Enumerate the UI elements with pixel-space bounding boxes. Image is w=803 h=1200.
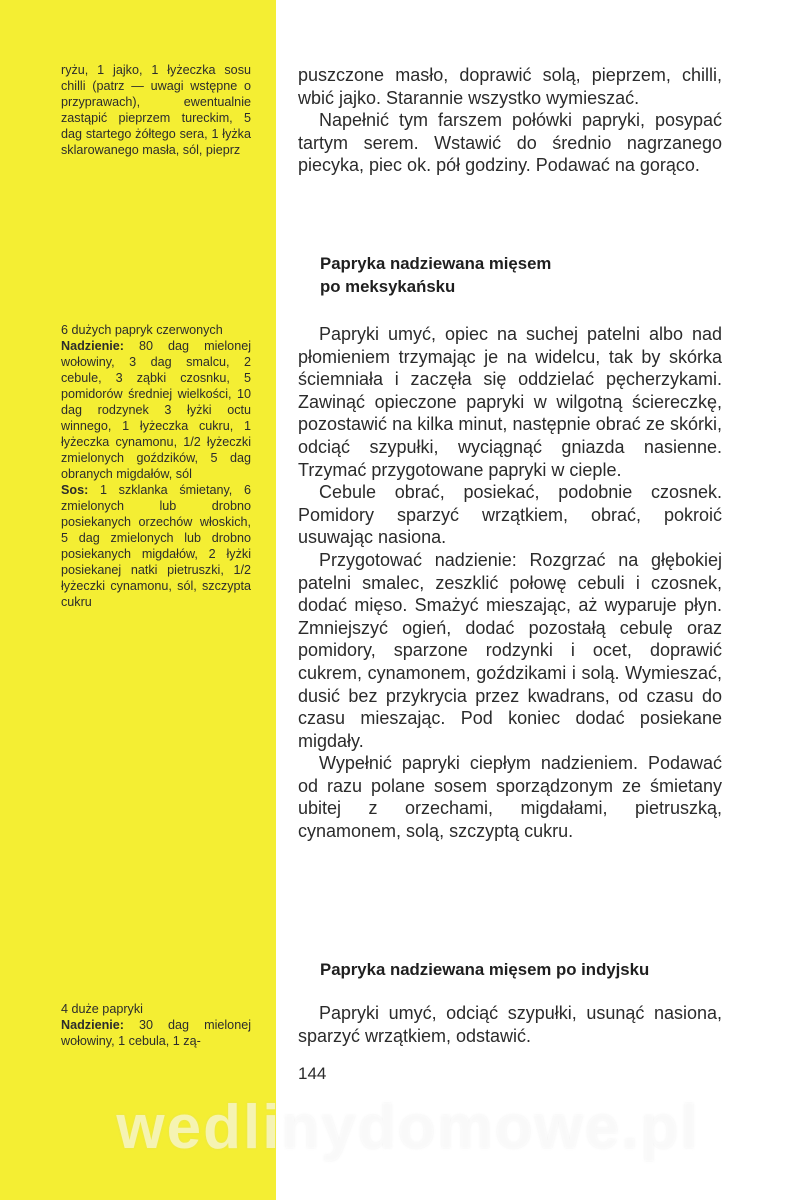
recipe2-ingredients [61, 322, 251, 610]
filling-text: 30 dag mielonej wołowiny, 1 cebula, 1 zą- [61, 1018, 251, 1048]
body-paragraph: Napełnić tym farszem połówki papryki, posypać tartym serem. Wstawić do średnio nagrzanego piecyka, piec ok. pół godziny. Podawać na gorąco. [298, 110, 722, 176]
recipe3-instructions [298, 1002, 722, 1047]
filling-text: 80 dag mielonej wołowiny, 3 dag smalcu, 2 cebule, 3 ząbki czosnku, 5 pomidorów średniej wielkości, 10 dag rodzynek 3 łyżki octu winnego, 1 łyżeczka cukru, 1 łyżeczka cynamonu, 1/2 łyżeczki zmielonych goździków, 5 dag obranych migdałów, sól [61, 339, 251, 481]
sauce-text: 1 szklanka śmietany, 6 zmielonych lub drobno posiekanych orzechów włoskich, 5 dag zmielonych lub drobno posiekanych migdałów, 2 łyżki posiekanej natki pietruszki, 1/2 łyżeczki cynamonu, sól, szczypta cukru [61, 483, 251, 609]
body-paragraph: Wypełnić papryki ciepłym nadzieniem. Podawać od razu polane sosem sporządzonym ze śmietany ubitej z orzechami, migdałami, pietruszką, cynamonem, solą, szczyptą cukru. [298, 753, 722, 842]
ingredients-filling [61, 338, 251, 482]
body-paragraph: Papryki umyć, odciąć szypułki, usunąć nasiona, sparzyć wrzątkiem, odstawić. [298, 1003, 722, 1046]
filling-label: Nadzienie: [61, 1018, 124, 1032]
body-paragraph: Papryki umyć, opiec na suchej patelni albo nad płomieniem trzymając je na widelcu, tak by skórka ściemniała i zaczęła się oddzielać pęcherzykami. Zawinąć opieczone papryki w wilgotną ściereczkę, pozostawić na kilka minut, następnie obrać ze skórki, odciąć szypułki, wyciągnąć gniazda nasienne. Trzymać przygotowane papryki w cieple. [298, 324, 722, 480]
recipe1-continuation [298, 64, 722, 177]
title-line: po meksykańsku [320, 277, 456, 296]
page-number: 144 [298, 1064, 327, 1083]
recipe2-instructions [298, 323, 722, 843]
body-paragraph: Przygotować nadzienie: Rozgrzać na głębokiej patelni smalec, zeszklić połowę cebuli i czosnek, dodać mięso. Smażyć mieszając, aż wyparuje płyn. Zmniejszyć ogień, dodać pozostałą cebulę oraz pomidory, sparzone rodzynki i ocet, doprawić cukrem, cynamonem, goździkami i solą. Wymieszać, dusić bez przykrycia przez kwadrans, od czasu do czasu mieszając. Pod koniec dodać posiekane migdały. [298, 549, 722, 751]
recipe2-title [320, 252, 740, 298]
ingredients-base: 6 dużych papryk czerwonych [61, 323, 223, 337]
body-paragraph: Cebule obrać, posiekać, podobnie czosnek. Pomidory sparzyć wrzątkiem, obrać, pokroić usuwając nasiona. [298, 482, 722, 548]
body-paragraph: puszczone masło, doprawić solą, pieprzem, chilli, wbić jajko. Starannie wszystko wymieszać. [298, 65, 722, 108]
ingredients-filling [61, 1017, 251, 1049]
ingredients-sauce [61, 482, 251, 610]
title-line: Papryka nadziewana mięsem po indyjsku [320, 960, 650, 979]
recipe3-ingredients [61, 1001, 251, 1049]
watermark: wedlinydomowe.pl [116, 1093, 700, 1162]
title-line: Papryka nadziewana mięsem [320, 254, 552, 273]
ingredients-text: ryżu, 1 jajko, 1 łyżeczka sosu chilli (patrz — uwagi wstępne o przyprawach), ewentualnie zastąpić pieprzem tureckim, 5 dag startego żółtego sera, 1 łyżka sklarowanego masła, sól, pieprz [61, 63, 251, 157]
filling-label: Nadzienie: [61, 339, 124, 353]
sauce-label: Sos: [61, 483, 89, 497]
recipe1-ingredients [61, 62, 251, 158]
recipe3-title [320, 958, 740, 981]
ingredients-base: 4 duże papryki [61, 1002, 143, 1016]
